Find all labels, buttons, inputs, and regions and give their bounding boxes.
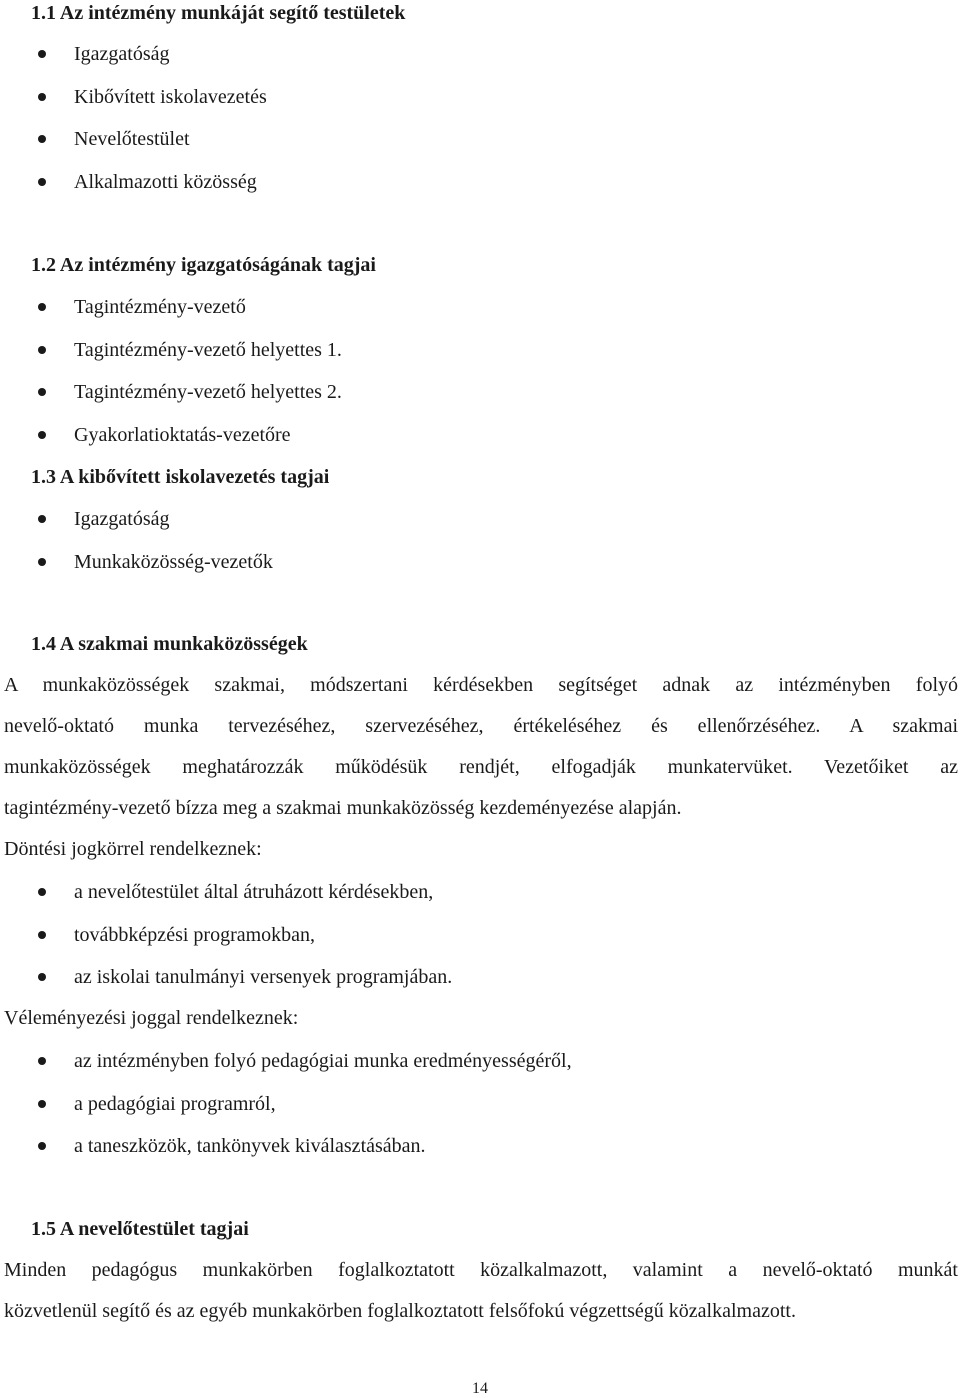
bullet-icon: [38, 1142, 46, 1150]
page-number: 14: [472, 1380, 488, 1397]
bullet-icon: [38, 93, 46, 101]
section-1-5-heading: 1.5 A nevelőtestület tagjai: [31, 1218, 249, 1240]
list-item-text: a pedagógiai programról,: [74, 1093, 276, 1115]
list-item-text: az intézményben folyó pedagógiai munka eredményességéről,: [74, 1050, 572, 1072]
list-item-text: az iskolai tanulmányi versenyek programjában.: [74, 966, 453, 988]
section-1-4-heading: 1.4 A szakmai munkaközösségek: [31, 633, 308, 655]
list-item-text: Tagintézmény-vezető: [74, 296, 246, 318]
list-item-text: Tagintézmény-vezető helyettes 2.: [74, 381, 342, 403]
bullet-icon: [38, 888, 46, 896]
paragraph-line: nevelő-oktató munka tervezéséhez, szervezéséhez, értékeléséhez és ellenőrzéséhez. A szakmai: [4, 715, 958, 737]
bullet-icon: [38, 178, 46, 186]
opinion-intro: Véleményezési joggal rendelkeznek:: [4, 1007, 299, 1029]
paragraph-line: munkaközösségek meghatározzák működésük rendjét, elfogadják munkatervüket. Vezetőiket az: [4, 756, 958, 778]
list-item-text: Gyakorlatioktatás-vezetőre: [74, 424, 291, 446]
list-item-text: Kibővített iskolavezetés: [74, 86, 267, 108]
bullet-icon: [38, 303, 46, 311]
section-1-1-heading: 1.1 Az intézmény munkáját segítő testületek: [31, 2, 406, 24]
bullet-icon: [38, 346, 46, 354]
section-1-2-heading: 1.2 Az intézmény igazgatóságának tagjai: [31, 254, 376, 276]
bullet-icon: [38, 1100, 46, 1108]
list-item-text: továbbképzési programokban,: [74, 924, 316, 946]
bullet-icon: [38, 558, 46, 566]
paragraph-line: tagintézmény-vezető bízza meg a szakmai munkaközösség kezdeményezése alapján.: [4, 797, 682, 819]
list-item-text: Tagintézmény-vezető helyettes 1.: [74, 339, 342, 361]
list-item-text: Alkalmazotti közösség: [74, 171, 257, 193]
bullet-icon: [38, 973, 46, 981]
decision-intro: Döntési jogkörrel rendelkeznek:: [4, 838, 262, 860]
list-item-text: a taneszközök, tankönyvek kiválasztásában.: [74, 1135, 426, 1157]
paragraph-line: Minden pedagógus munkakörben foglalkoztatott közalkalmazott, valamint a nevelő-oktató munkát: [4, 1259, 958, 1281]
bullet-icon: [38, 431, 46, 439]
bullet-icon: [38, 135, 46, 143]
bullet-icon: [38, 50, 46, 58]
list-item-text: Nevelőtestület: [74, 128, 190, 150]
section-1-3-heading: 1.3 A kibővített iskolavezetés tagjai: [31, 466, 330, 488]
bullet-icon: [38, 388, 46, 396]
list-item-text: Igazgatóság: [74, 43, 170, 65]
paragraph-line: közvetlenül segítő és az egyéb munkakörben foglalkoztatott felsőfokú végzettségű közalkalmazott.: [4, 1300, 796, 1322]
bullet-icon: [38, 1057, 46, 1065]
bullet-icon: [38, 931, 46, 939]
list-item-text: Igazgatóság: [74, 508, 170, 530]
paragraph-line: A munkaközösségek szakmai, módszertani kérdésekben segítséget adnak az intézményben folyó: [4, 674, 958, 696]
list-item-text: a nevelőtestület által átruházott kérdésekben,: [74, 881, 434, 903]
bullet-icon: [38, 515, 46, 523]
list-item-text: Munkaközösség-vezetők: [74, 551, 273, 573]
